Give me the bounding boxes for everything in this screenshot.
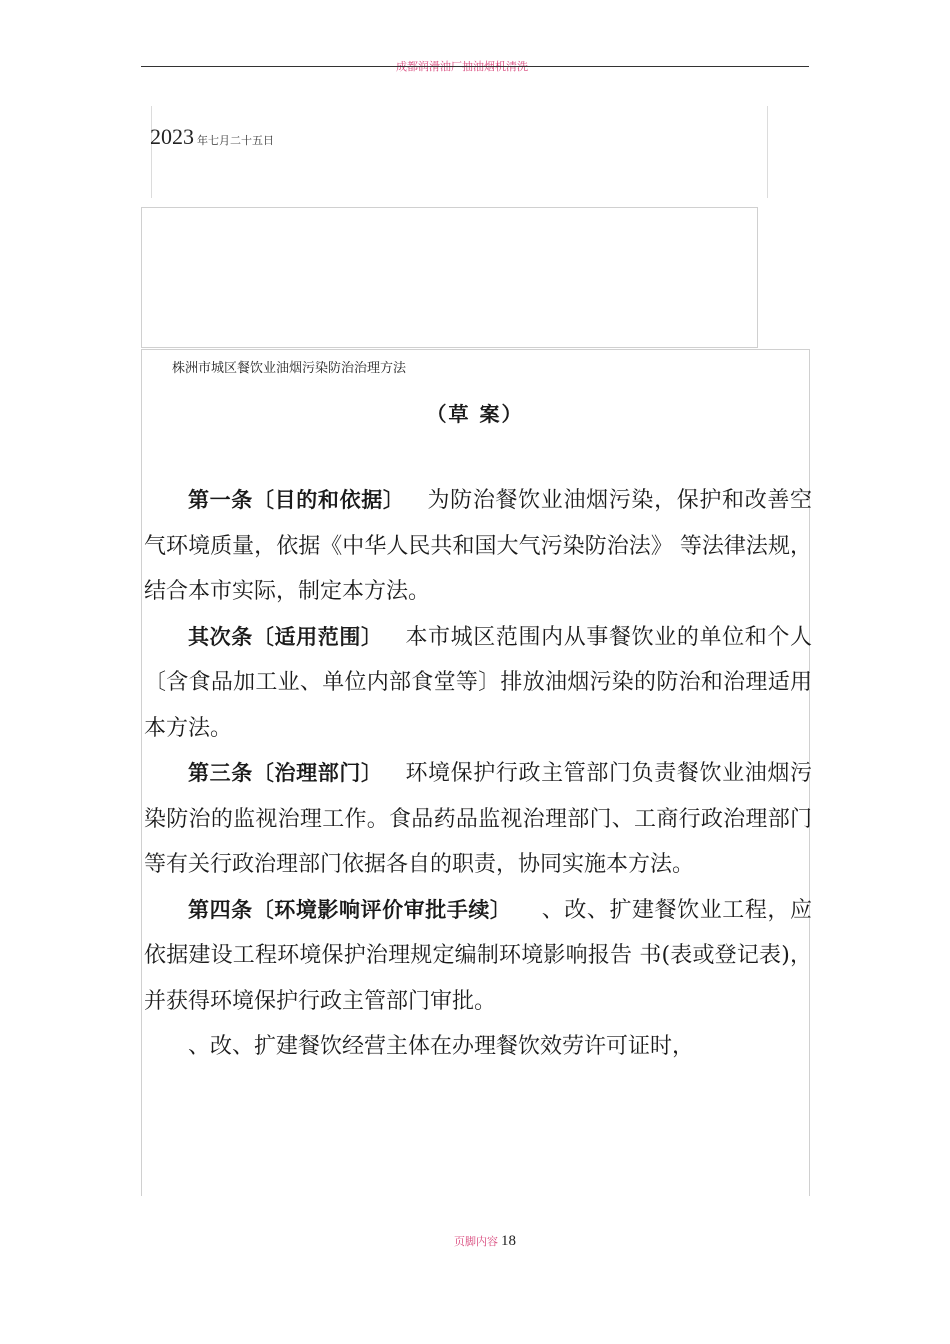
document-title: 株洲市城区餐饮业油烟污染防治治理方法 [172, 361, 407, 376]
footer-label: 页脚内容 [454, 1235, 498, 1248]
article-text: 本市城区范围内从事餐饮业的单位和个人〔含食品加工业、单位内部食堂等〕排放油烟污染的防治和治理适用本方法。 [144, 624, 812, 741]
date-frame [151, 106, 768, 198]
article-heading: 第四条〔环境影响评价审批手续〕 [188, 897, 512, 922]
page-header-text: 成都润滑油厂抽油烟机清洗 [396, 60, 528, 73]
header-rule [141, 66, 809, 67]
article-text: 环境保护行政主管部门负责餐饮业油烟污染防治的监视治理工作。食品药品监视治理部门、工商行政治理部门等有关行政治理部门依据各自的职责，协同实施本方法。 [144, 761, 812, 877]
article-1 [144, 478, 812, 615]
article-heading: 其次条〔适用范围〕 [188, 624, 383, 649]
page-footer [454, 1230, 516, 1250]
document-body [144, 478, 812, 1070]
article-text: 为防治餐饮业油烟污染，保护和改善空气环境质量，依据《中华人民共和国大气污染防治法》 等法律法规，结合本市实际，制定本方法。 [144, 488, 812, 604]
date-month-day: 年七月二十五日 [197, 134, 274, 147]
date-year: 2023 [150, 124, 194, 149]
document-subtitle: （草 案） [426, 402, 524, 426]
article-text: 、改、扩建餐饮业工程，应依据建设工程环境保护治理规定编制环境影响报告 书(表或登记表)，并获得环境保护行政主管部门审批。 [144, 897, 812, 1014]
article-4 [144, 888, 812, 1025]
article-heading: 第三条〔治理部门〕 [188, 761, 383, 785]
article-2 [144, 615, 812, 752]
article-heading: 第一条〔目的和依据〕 [188, 488, 405, 512]
article-3 [144, 751, 812, 888]
blank-frame [141, 207, 758, 348]
date-line [150, 124, 274, 150]
continuation-paragraph: 、改、扩建餐饮经营主体在办理餐饮效劳许可证时， [188, 1034, 695, 1059]
page-number: 18 [501, 1233, 516, 1249]
